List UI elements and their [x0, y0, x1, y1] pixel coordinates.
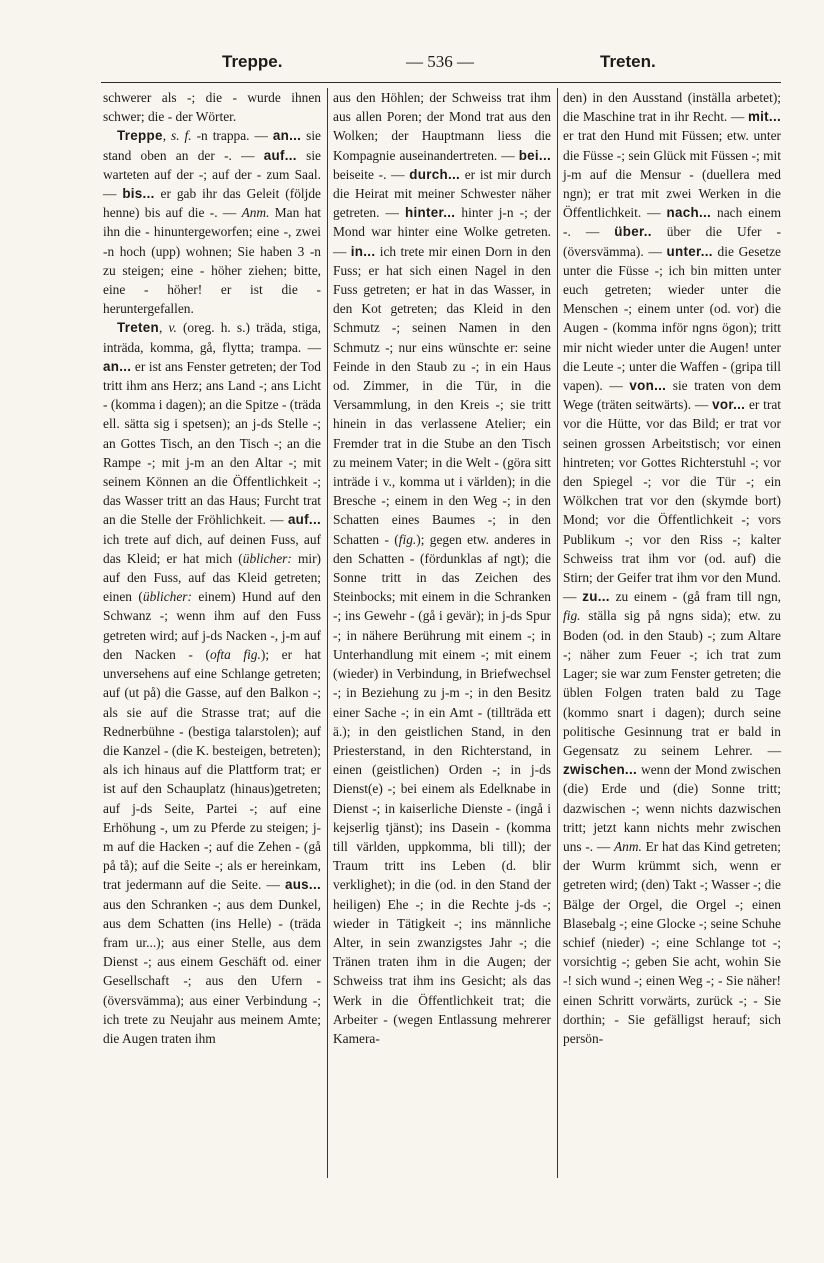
italic-note: fig. [563, 608, 581, 624]
entry-text: hinter j-n -; der Mond war hinter eine Wolke getreten. — [333, 205, 551, 259]
entry-text: einem) Hund auf den Schwanz -; wenn ihm auf den Fuss getreten wird; auf j-ds Nacken -, j-m auf den Nacken - ( [103, 589, 321, 662]
keyword: in... [350, 243, 376, 259]
entry-text: ); er hat unversehens auf eine Schlange getreten; auf (ut på) die Gasse, auf den Balkon -; als sie auf die Strasse trat; auf die Rednerbühne - (bestiga talarstolen); auf die Kanzel - (die K. besteigen, betreten); als ich hinaus auf die Plattform trat; er ist auf den Schauplatz (hinaus)getreten; auf j-ds Seite, Partei -; auf eine Erhöhung -, um zu Pferde zu steigen; j-m auf die Hacken -; auf die Zehen - (gå på tå); auf die Seite -; als er hereinkam, trat jedermann auf die Seite. — [103, 646, 321, 893]
entry-text: -n trappa. — [191, 128, 273, 144]
column-3 [563, 88, 781, 1048]
entry-text: die Gesetze unter die Füsse -; ich bin mitten unter euch getreten; wieder unter die Menschen -; einem unter (od. vor) die Augen - (komma inför ngns ögon); tritt mir nicht wieder unter die Augen! unter die Leute -; unter die Waffen - (gripa till vapen). — [563, 243, 781, 394]
entry-text: , [162, 128, 172, 144]
entry-text: über die Ufer - (översvämma). — [563, 224, 781, 259]
headword: Treten [117, 320, 159, 336]
keyword: zu... [582, 589, 610, 605]
entry-text: , [159, 320, 169, 336]
entry-text: nach einem -. — [563, 205, 781, 240]
keyword: hinter... [405, 205, 456, 221]
keyword: von... [629, 378, 667, 394]
keyword: durch... [409, 166, 461, 182]
italic-note: fig. [398, 531, 417, 547]
keyword: zwischen... [563, 762, 637, 778]
keyword: aus... [284, 877, 321, 893]
keyword: unter... [666, 243, 713, 259]
keyword: nach... [666, 205, 712, 221]
running-header [100, 52, 780, 80]
entry-text: sie warteten auf der -; auf der - zum Saal. — [103, 147, 321, 202]
keyword: auf... [287, 512, 321, 528]
entry-text: den) in den Ausstand (inställa arbetet); die Maschine trat in ihr Recht. — [563, 90, 781, 125]
italic-note: Anm. [241, 205, 270, 221]
italic-note: Anm. [613, 838, 642, 854]
keyword: an... [272, 128, 302, 144]
header-rule [101, 82, 781, 83]
header-last-word: Treten. [600, 52, 656, 71]
entry-text: Man hat ihn die - hinuntergeworfen; eine -, zwei -n hoch (upp) wohnen; Sie haben 3 -n zu steigen; eine - höher ziehen; bitte, eine - höher! er ist die - heruntergefallen. [103, 205, 321, 317]
italic-note: üblicher: [142, 589, 192, 605]
entry-text: schwerer als -; die - wurde ihnen schwer; die - der Wörter. [103, 90, 321, 125]
italic-note: ofta fig. [209, 646, 261, 662]
column-divider-2 [557, 88, 558, 1178]
italic-note: üblicher: [242, 550, 292, 566]
entry-text: (oreg. h. s.) träda, stiga, inträda, komma, gå, flytta; trampa. — [103, 320, 321, 355]
keyword: mit... [747, 109, 781, 125]
entry-text: aus den Höhlen; der Schweiss trat ihm aus allen Poren; der Mond trat aus den Wolken; der Hauptmann liess die Kompagnie auseinandertreten. — [333, 90, 551, 163]
dictionary-paragraph [333, 88, 551, 1048]
dictionary-paragraph [103, 318, 321, 1048]
keyword: über.. [614, 224, 652, 240]
column-divider-1 [327, 88, 328, 1178]
entry-text: er gab ihr das Geleit (följde henne) bis auf die -. — [103, 186, 321, 221]
dictionary-paragraph [103, 88, 321, 126]
column-2 [333, 88, 551, 1048]
entry-text: wenn der Mond zwischen (die) Erde und (die) Sonne tritt; dazwischen -; wenn nichts dazwischen tritt; jetzt kann nichts mehr zwischen uns -. — [563, 762, 781, 854]
entry-text: er ist ans Fenster getreten; der Tod tritt ihm ans Herz; ans Land -; ans Licht - (komma i dagen); an die Spitze - (träda ell. sätta sig i spetsen); an j-ds Stelle -; an Gottes Tisch, an den Tisch -; an die Rampe -; mit j-m an den Altar -; mit seinem Können an die Öffentlichkeit -; das Wasser tritt an das Haus; Furcht trat an die Stelle der Fröhlichkeit. — [103, 358, 321, 528]
entry-text: Er hat das Kind getreten; der Wurm krümmt sich, wenn er getreten wird; (den) Takt -; Wasser -; die Bälge der Orgel, die Orgel -; einen Blasebalg -; eine Glocke -; seine Schuhe schief (nieder) -; eine Schlange tot -; vorsichtig -; geben Sie acht, wohin Sie -! sich wund -; einen Weg -; - Sie näher! einen Schritt vorwärts, zurück -; - Sie dorthin; - Sie gefälligst herauf; sich persön- [563, 838, 781, 1046]
entry-text: ich trete mir einen Dorn in den Fuss; er hat sich einen Nagel in den Fuss getreten; er hat in das Wasser, in den Kot getreten; das Kleid in den Schmutz -; seinen Namen in den Schmutz -; nur eins wünschte er: seine Feinde in den Staub zu -; in ein Haus od. Zimmer, in die Tür, in die Versammlung, in den Kreis -; sie tritt hinein in das verlassene Atelier; ein Fremder trat in die Stube an den Tisch zu meinem Vater; in die Welt - (göra sitt inträde i v., komma ut i världen); in die Bresche -; einem in den Weg -; in den Schatten eines Baumes -; in den Schatten - ( [333, 243, 551, 547]
keyword: vor... [712, 397, 746, 413]
keyword: bei... [518, 147, 551, 163]
entry-text: beiseite -. — [333, 166, 410, 182]
entry-text: mir) auf den Fuss, auf das Kleid getreten; einen ( [103, 550, 322, 605]
header-first-word: Treppe. [222, 52, 283, 71]
entry-text: ); gegen etw. anderes in den Schatten - (fördunklas af ngt); die Sonne tritt in das Zeichen des Steinbocks; mit einem in die Schranken -; ins Gewehr - (gå i gevär); in j-ds Spur -; in nähere Berührung mit einem -; in Unterhandlung mit einem -; mit einem (wieder) in Verbindung, in Briefwechsel -; in Beziehung zu j-m -; in den Besitz einer Sache -; in ein Amt - (tillträda ett ä.); in den geistlichen Stand, in den Priesterstand, in den Richterstand, in einen (geistlichen) Orden -; in j-ds Dienst(e) -; bei einem als Edelknabe in Dienst -; in kaiserliche Dienste - (ingå i kejserlig tjänst); ins Dasein - (komma till världen, uppkomma, bli till); der Traum tritt ins Leben (d. blir verklighet); in die (od. in den Stand der heiligen) Ehe -; in die Rechte j-ds -; wieder in Tätigkeit -; ins männliche Alter, in sein zwanzigstes Jahr -; die Tränen traten ihm in die Augen; der Schweiss trat ihm ins Gesicht; als das Werk in die Öffentlichkeit trat; die Arbeiter - (wegen Entlassung mehrerer Kamera- [333, 531, 551, 1046]
keyword: auf... [263, 147, 297, 163]
entry-text: sie traten von dem Wege (träten seitwärts). — [563, 378, 781, 413]
column-1 [103, 88, 321, 1048]
entry-text: zu einem - (gå fram till ngn, [609, 589, 781, 605]
entry-text: er trat vor die Hütte, vor das Bild; er trat vor seinen grossen Arbeitstisch; vor einen hintreten; vor Gottes Richterstuhl -; vor den Spiegel -; vor die Tür -; ein Wölkchen trat vor den (skymde bort) Mond; vor die Öffentlichkeit -; vors Publikum -; vor den Riss -; kalter Schweiss trat ihm vor (od. auf) die Stirn; der Geifer trat ihm vor den Mund. — [563, 397, 781, 605]
italic-note: s. f. [171, 128, 192, 144]
page-number: — 536 — [406, 52, 474, 71]
entry-text: ich trete auf dich, auf deinen Fuss, auf das Kleid; er hat mich ( [103, 531, 321, 566]
entry-text: er trat den Hund mit Füssen; etw. unter die Füsse -; sein Glück mit Füssen -; mit j-m auf die Mensur - (duellera med ngn); er trat mit zwei Werken in die Öffentlichkeit. — [563, 128, 781, 221]
entry-text: er ist mir durch die Heirat mit meiner Schwester näher getreten. — [333, 166, 552, 221]
keyword: an... [103, 358, 132, 374]
entry-text: ställa sig på ngns sida); etw. zu Boden (od. in den Staub) -; zum Altare -; näher zum Feuer -; ich trat zum Lager; sie war zum Fenster getreten; die üblen Folgen traten bald zu Tage (kommo snart i dagen); durch seine politische Gesinnung trat er bald in Gegensatz zu seinem Lehrer. — [563, 608, 781, 758]
headword: Treppe [117, 128, 163, 144]
italic-note: v. [168, 320, 177, 336]
dictionary-paragraph [103, 126, 321, 318]
entry-text: sie stand oben an der -. — [103, 128, 321, 163]
keyword: bis... [122, 186, 155, 202]
dictionary-paragraph [563, 88, 781, 1048]
entry-text: aus den Schranken -; aus dem Dunkel, aus dem Schatten (ins Helle) - (träda fram ur...); aus einer Stelle, aus dem Dienst -; aus einem Geschäft od. einer Gesellschaft -; aus den Ufern - (översvämma); aus einer Verbindung -; ich trete zu Neujahr aus meinem Amte; die Augen traten ihm [103, 896, 321, 1046]
